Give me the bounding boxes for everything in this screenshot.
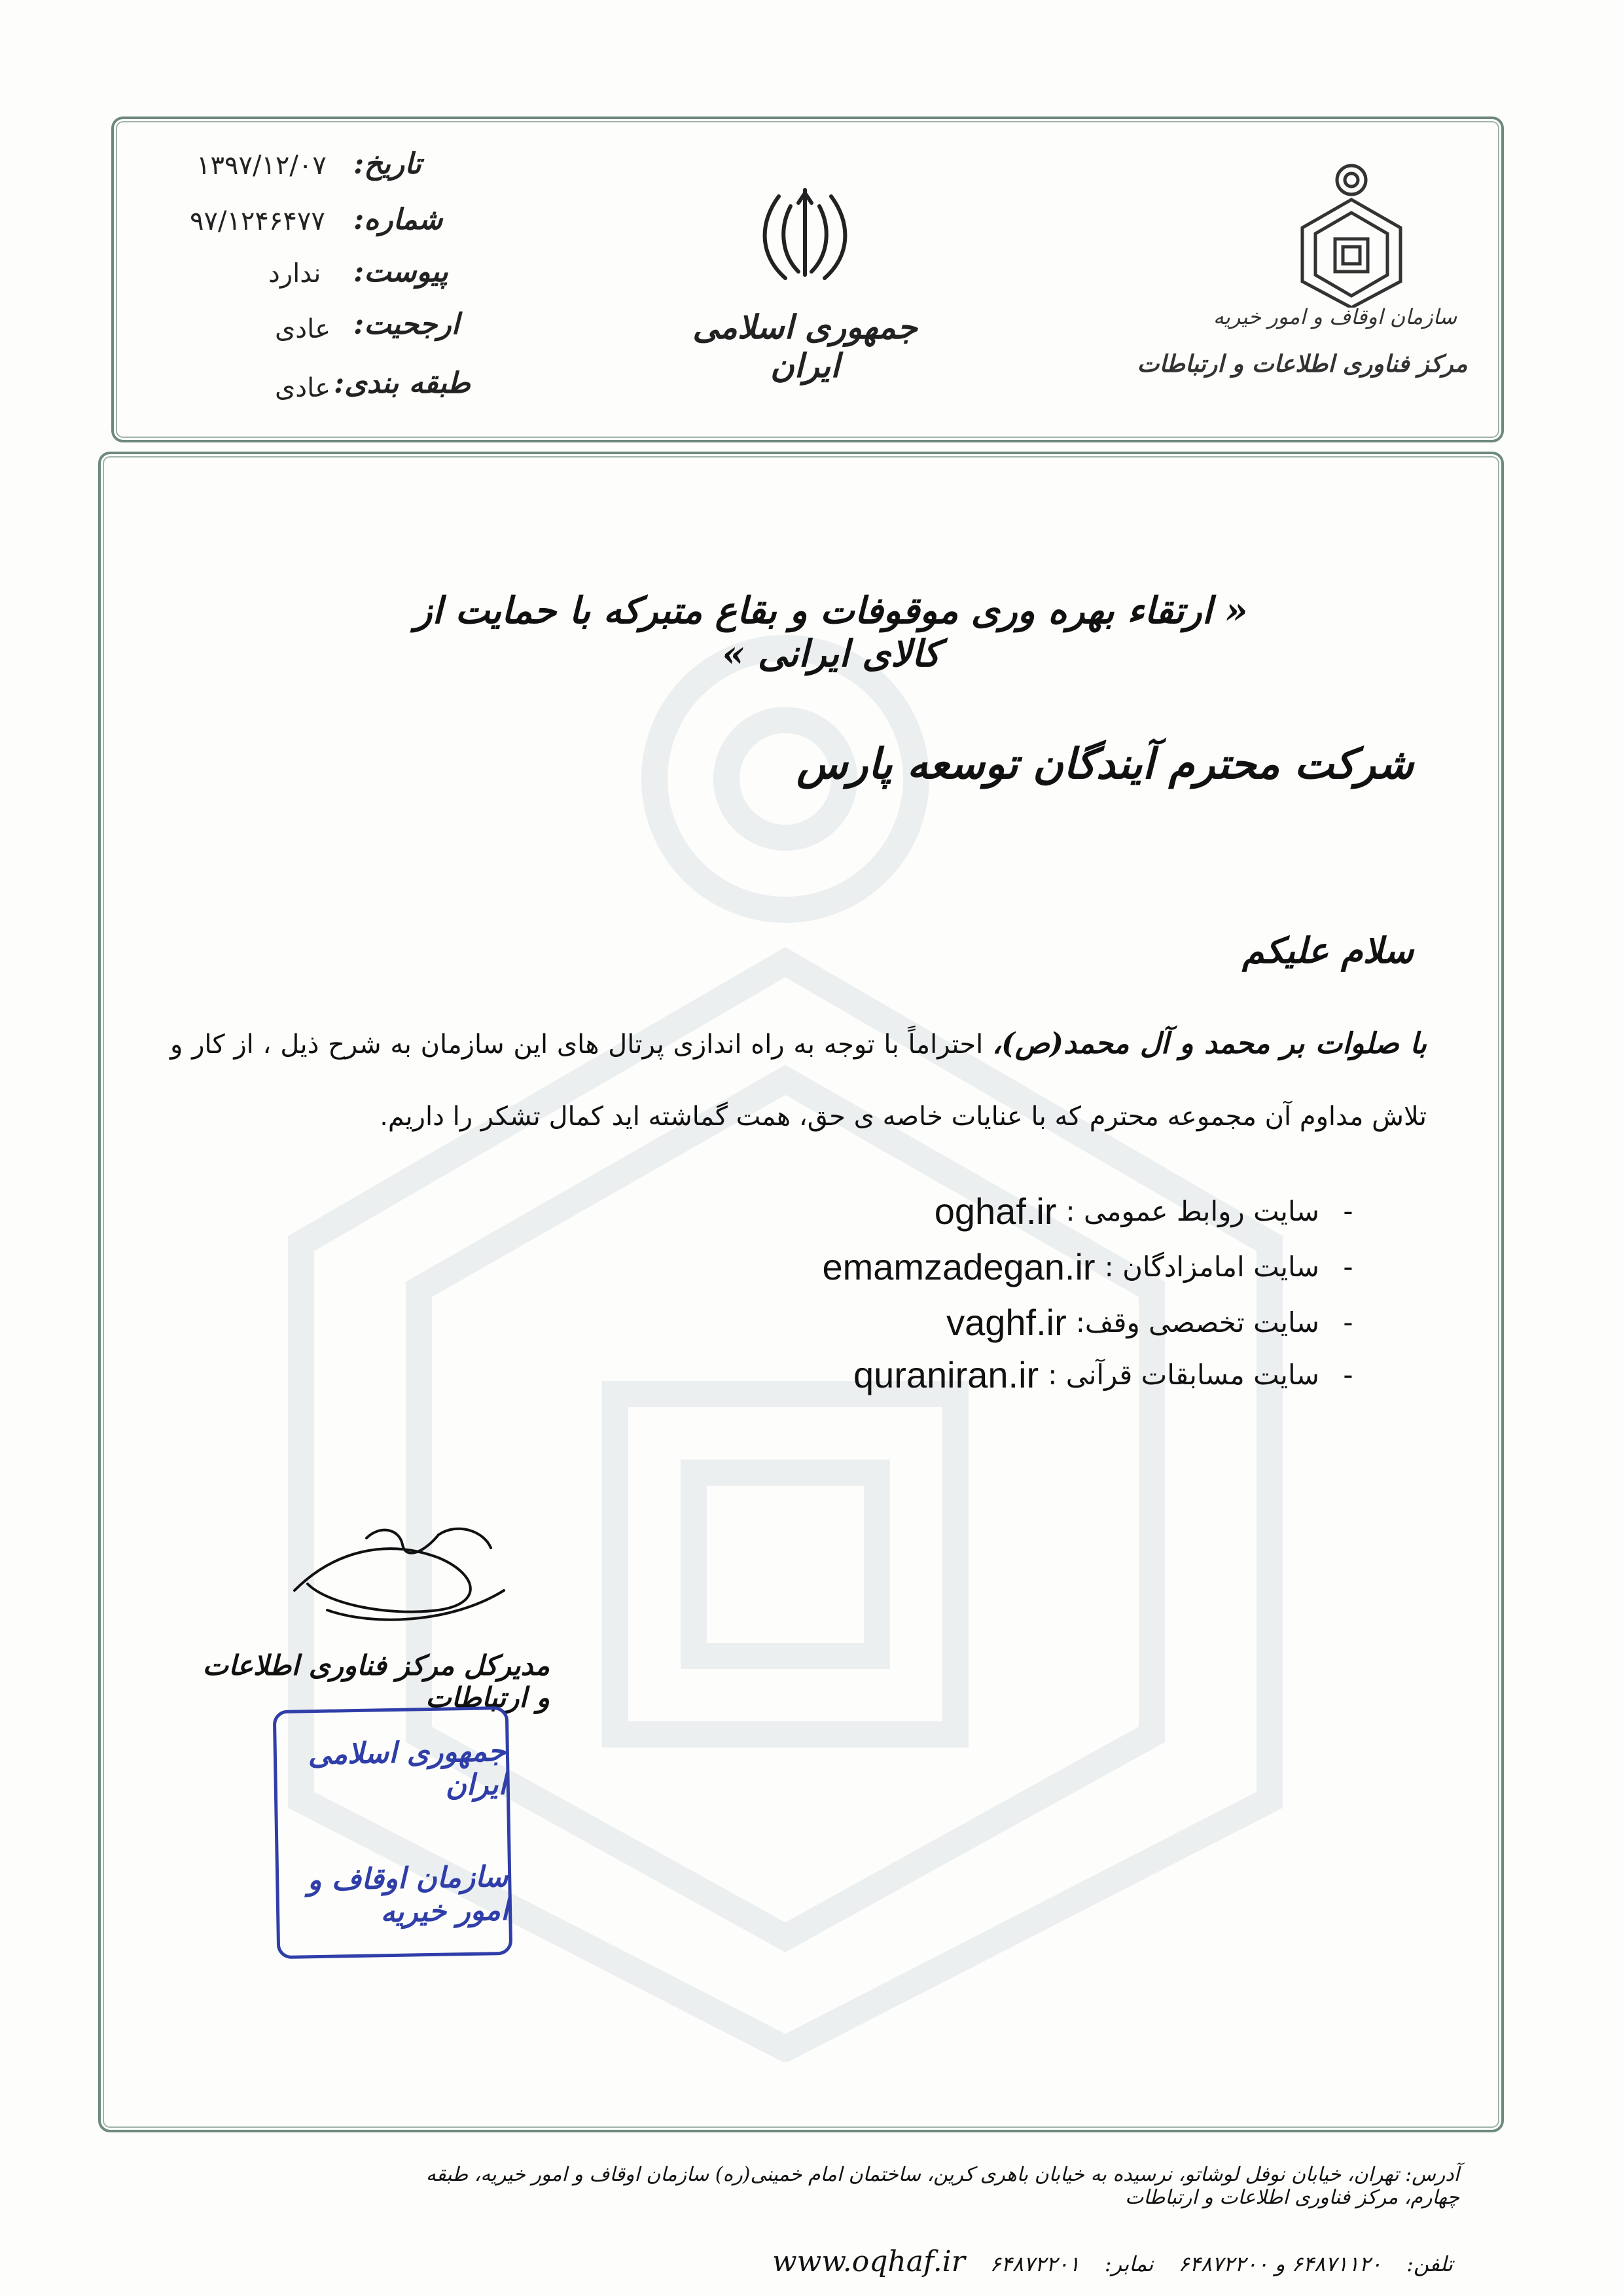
- site-url[interactable]: quraniran.ir: [853, 1354, 1039, 1395]
- classification-value: عادی: [275, 373, 331, 403]
- footer-website[interactable]: www.oqhaf.ir: [772, 2245, 965, 2278]
- stamp-line-2: سازمان اوقاف و امور خیریه: [307, 1859, 509, 1929]
- site-url[interactable]: emamzadegan.ir: [822, 1246, 1096, 1287]
- number-value: ۹۷/۱۲۴۶۴۷۷: [190, 206, 325, 236]
- priority-label: ارجحیت:: [353, 308, 459, 341]
- list-item: [946, 1296, 1368, 1348]
- priority-value: عادی: [275, 314, 331, 344]
- site-url[interactable]: vaghf.ir: [946, 1301, 1067, 1343]
- footer-address: آدرس: تهران، خیابان نوفل لوشاتو، نرسیده به خیابان باهری کرین، ساختمان امام خمینی(ره) سازمان اوقاف و امور خیریه، طبقه چهارم، مرکز فناوری اطلاعات و ارتباطات: [425, 2163, 1459, 2209]
- signer-title: مدیرکل مرکز فناوری اطلاعات و ارتباطات: [202, 1649, 550, 1713]
- iran-emblem-icon: [753, 177, 857, 295]
- site-label: سایت تخصصی وقف:: [1075, 1306, 1319, 1338]
- org-department: مرکز فناوری اطلاعات و ارتباطات: [1137, 350, 1468, 378]
- official-stamp: [273, 1706, 513, 1959]
- fax-value: ۶۴۸۷۲۲۰۱: [990, 2251, 1080, 2276]
- org-name: سازمان اوقاف و امور خیریه: [1213, 304, 1457, 329]
- signature-icon: [268, 1512, 530, 1630]
- list-dash: -: [1343, 1250, 1353, 1283]
- date-value: ۱۳۹۷/۱۲/۰۷: [196, 151, 327, 181]
- classification-label: طبقه بندی:: [334, 367, 471, 400]
- stamp-line-1: جمهوری اسلامی ایران: [308, 1734, 507, 1803]
- greeting: سلام علیکم: [1242, 929, 1414, 971]
- site-label: سایت مسابقات قرآنی :: [1048, 1358, 1319, 1391]
- fax-label: نمابر:: [1104, 2251, 1154, 2276]
- phone-label: تلفن:: [1406, 2251, 1453, 2276]
- recipient: شرکت محترم آیندگان توسعه پارس: [796, 740, 1414, 789]
- list-item: [935, 1185, 1368, 1237]
- site-label: سایت روابط عمومی :: [1065, 1194, 1319, 1227]
- emblem-caption: جمهوری اسلامی ایران: [692, 308, 918, 385]
- slogan: « ارتقاء بهره وری موقوفات و بقاع متبرکه با حمایت از کالای ایرانی »: [414, 589, 1248, 675]
- list-dash: -: [1343, 1194, 1353, 1227]
- salutation: با صلوات بر محمد و آل محمد(ص)،: [991, 1027, 1427, 1060]
- list-dash: -: [1343, 1358, 1353, 1391]
- date-label: تاریخ:: [353, 147, 421, 181]
- list-dash: -: [1343, 1306, 1353, 1338]
- attachment-label: پیوست:: [353, 255, 448, 289]
- list-item: [853, 1348, 1368, 1401]
- phone-value: ۶۴۸۷۱۱۲۰ و ۶۴۸۷۲۲۰۰: [1178, 2251, 1382, 2276]
- attachment-value: ندارد: [268, 259, 321, 289]
- paragraph-text: احتراماً با توجه به راه اندازی پرتال های این سازمان به شرح ذیل ، از کار و تلاش مداوم آن مجموعه محترم که با عنایات خاصه ی حق، همت گماشته اید کمال تشکر را داریم.: [170, 1030, 1427, 1132]
- list-item: [822, 1240, 1368, 1293]
- number-label: شماره:: [353, 203, 443, 236]
- awqaf-logo-icon: [1283, 157, 1420, 308]
- site-label: سایت امامزادگان :: [1104, 1250, 1319, 1283]
- body-paragraph: [170, 1008, 1427, 1153]
- site-url[interactable]: oghaf.ir: [934, 1190, 1057, 1232]
